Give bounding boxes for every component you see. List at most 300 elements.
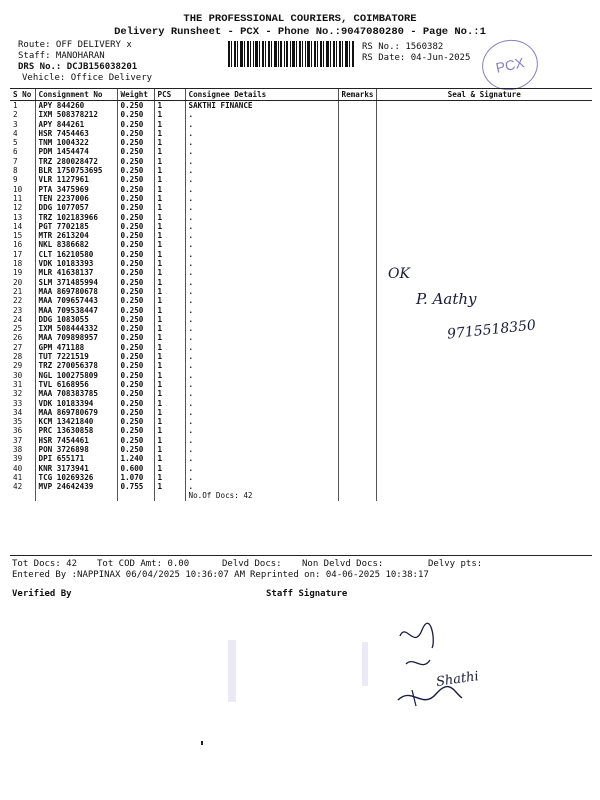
row-pcs: 1 <box>154 306 185 315</box>
row-weight: 0.250 <box>117 315 154 324</box>
table-row <box>10 101 592 111</box>
row-pcs: 1 <box>154 426 185 435</box>
row-seal <box>376 120 592 129</box>
row-consignee: . <box>185 129 338 138</box>
row-consignment: KCM 13421840 <box>35 417 117 426</box>
verified-by: Verified By <box>12 589 72 599</box>
row-sno: 11 <box>13 193 23 203</box>
row-consignment: SLM 371485994 <box>35 278 117 287</box>
row-consignment: DDG 1077057 <box>35 203 117 212</box>
row-weight: 0.250 <box>117 399 154 408</box>
row-consignment: MAA 709898957 <box>35 333 117 342</box>
row-consignee: . <box>185 175 338 184</box>
row-consignment: TRZ 270056378 <box>35 361 117 370</box>
row-pcs: 1 <box>154 343 185 352</box>
bottom-signature-scribble <box>392 620 492 710</box>
row-sno: 20 <box>13 277 23 287</box>
summary-cell <box>10 491 35 500</box>
staff-signature-label: Staff Signature <box>266 589 348 599</box>
row-pcs: 1 <box>154 352 185 361</box>
row-consignee: . <box>185 240 338 249</box>
table-row <box>10 222 592 231</box>
row-consignment: PTA 3475969 <box>35 185 117 194</box>
row-sno: 10 <box>13 184 23 194</box>
non-delvd-docs: Non Delvd Docs: <box>302 559 384 569</box>
row-remarks <box>338 194 376 203</box>
table-row <box>10 110 592 119</box>
row-consignment: MAA 709657443 <box>35 296 117 305</box>
row-pcs: 1 <box>154 445 185 454</box>
row-pcs: 1 <box>154 333 185 342</box>
row-remarks <box>338 306 376 315</box>
row-sno: 8 <box>13 166 18 176</box>
row-weight: 0.250 <box>117 408 154 417</box>
summary-cell <box>338 491 376 500</box>
row-consignee: . <box>185 231 338 240</box>
row-weight: 0.250 <box>117 185 154 194</box>
row-sno: 36 <box>13 426 23 436</box>
row-remarks <box>338 157 376 166</box>
tot-cod: Tot COD Amt: 0.00 <box>97 559 190 569</box>
row-sno: 29 <box>13 361 23 371</box>
row-weight: 1.240 <box>117 454 154 463</box>
row-seal <box>376 101 592 111</box>
row-remarks <box>338 147 376 156</box>
row-seal <box>376 240 592 249</box>
row-pcs: 1 <box>154 436 185 445</box>
row-remarks <box>338 287 376 296</box>
vehicle-label: Vehicle: Office Delivery <box>22 73 153 83</box>
row-sno: 1 <box>13 101 18 110</box>
row-consignment: IXM 508444332 <box>35 324 117 333</box>
row-weight: 0.250 <box>117 138 154 147</box>
row-seal <box>376 473 592 482</box>
row-remarks <box>338 473 376 482</box>
row-sno: 42 <box>13 482 23 492</box>
row-weight: 0.250 <box>117 287 154 296</box>
stamp-text: PCX <box>494 54 526 76</box>
row-remarks <box>338 175 376 184</box>
table-row <box>10 175 592 184</box>
row-consignee: . <box>185 473 338 482</box>
row-remarks <box>338 129 376 138</box>
row-weight: 0.250 <box>117 306 154 315</box>
row-remarks <box>338 343 376 352</box>
row-consignment: MAA 708383785 <box>35 389 117 398</box>
row-sno: 27 <box>13 342 23 352</box>
row-remarks <box>338 454 376 463</box>
row-sno: 33 <box>13 398 23 408</box>
row-seal <box>376 166 592 175</box>
row-pcs: 1 <box>154 315 185 324</box>
row-remarks <box>338 268 376 277</box>
row-consignee: . <box>185 166 338 175</box>
row-remarks <box>338 482 376 491</box>
row-weight: 0.250 <box>117 352 154 361</box>
row-weight: 0.250 <box>117 129 154 138</box>
row-seal <box>376 454 592 463</box>
row-seal <box>376 185 592 194</box>
row-seal <box>376 352 592 361</box>
row-consignment: HSR 7454463 <box>35 129 117 138</box>
table-row <box>10 306 592 315</box>
row-consignee: . <box>185 445 338 454</box>
row-seal <box>376 417 592 426</box>
summary-cell <box>117 491 154 500</box>
row-consignment: DDG 1083055 <box>35 315 117 324</box>
row-seal <box>376 426 592 435</box>
row-pcs: 1 <box>154 473 185 482</box>
row-remarks <box>338 250 376 259</box>
table-row <box>10 194 592 203</box>
col-sno: S No <box>10 89 35 101</box>
row-weight: 0.250 <box>117 324 154 333</box>
row-consignee: . <box>185 417 338 426</box>
row-sno: 18 <box>13 259 23 269</box>
no-of-docs: No.Of Docs: 42 <box>185 491 338 500</box>
row-pcs: 1 <box>154 147 185 156</box>
rs-number: RS No.: 1560382 <box>362 42 444 52</box>
table-summary-row <box>10 491 592 500</box>
row-pcs: 1 <box>154 324 185 333</box>
row-remarks <box>338 240 376 249</box>
col-pcs: PCS <box>154 89 185 101</box>
row-weight: 0.250 <box>117 436 154 445</box>
table-row <box>10 436 592 445</box>
row-seal <box>376 361 592 370</box>
row-pcs: 1 <box>154 203 185 212</box>
row-remarks <box>338 371 376 380</box>
delvy-pts: Delvy pts: <box>428 559 483 569</box>
row-sno: 37 <box>13 435 23 445</box>
row-consignment: MVP 24642439 <box>35 482 117 491</box>
row-sno: 21 <box>13 286 23 296</box>
table-row <box>10 287 592 296</box>
row-consignment: MAA 709538447 <box>35 306 117 315</box>
row-consignment: BLR 1750753695 <box>35 166 117 175</box>
row-remarks <box>338 352 376 361</box>
row-sno: 40 <box>13 463 23 473</box>
row-sno: 16 <box>13 240 23 250</box>
row-seal <box>376 296 592 305</box>
row-remarks <box>338 203 376 212</box>
row-remarks <box>338 213 376 222</box>
row-sno: 22 <box>13 296 23 306</box>
row-consignee: . <box>185 120 338 129</box>
row-pcs: 1 <box>154 157 185 166</box>
table-row <box>10 231 592 240</box>
row-consignment: MAA 869780678 <box>35 287 117 296</box>
row-remarks <box>338 101 376 111</box>
row-sno: 24 <box>13 314 23 324</box>
row-consignment: TVL 6168956 <box>35 380 117 389</box>
col-weight: Weight <box>117 89 154 101</box>
row-weight: 0.250 <box>117 259 154 268</box>
row-sno: 41 <box>13 472 23 482</box>
table-row <box>10 408 592 417</box>
table-row <box>10 129 592 138</box>
row-seal <box>376 371 592 380</box>
row-seal <box>376 110 592 119</box>
row-pcs: 1 <box>154 240 185 249</box>
row-weight: 0.250 <box>117 268 154 277</box>
row-consignee: . <box>185 287 338 296</box>
row-seal <box>376 157 592 166</box>
row-pcs: 1 <box>154 361 185 370</box>
faint-stamp-mark <box>228 640 296 702</box>
row-seal <box>376 343 592 352</box>
row-consignee: . <box>185 464 338 473</box>
table-row <box>10 473 592 482</box>
row-weight: 0.250 <box>117 213 154 222</box>
row-remarks <box>338 278 376 287</box>
row-consignee: . <box>185 315 338 324</box>
row-sno: 15 <box>13 231 23 241</box>
table-row <box>10 120 592 129</box>
tot-docs: Tot Docs: 42 <box>12 559 78 569</box>
row-seal <box>376 408 592 417</box>
row-weight: 0.250 <box>117 361 154 370</box>
row-pcs: 1 <box>154 222 185 231</box>
row-pcs: 1 <box>154 287 185 296</box>
row-seal <box>376 147 592 156</box>
row-consignment: TUT 7221519 <box>35 352 117 361</box>
row-remarks <box>338 315 376 324</box>
table-row <box>10 203 592 212</box>
row-consignment: MTR 2613204 <box>35 231 117 240</box>
table-row <box>10 454 592 463</box>
row-weight: 0.250 <box>117 250 154 259</box>
row-pcs: 1 <box>154 417 185 426</box>
row-consignee: . <box>185 380 338 389</box>
row-consignment: APY 844260 <box>35 101 117 111</box>
row-consignee: . <box>185 296 338 305</box>
row-sno: 32 <box>13 389 23 399</box>
row-consignee: . <box>185 426 338 435</box>
row-weight: 0.250 <box>117 389 154 398</box>
row-remarks <box>338 222 376 231</box>
row-remarks <box>338 389 376 398</box>
row-remarks <box>338 138 376 147</box>
summary-cell <box>154 491 185 500</box>
row-seal <box>376 445 592 454</box>
row-seal <box>376 380 592 389</box>
row-weight: 0.250 <box>117 147 154 156</box>
row-weight: 0.250 <box>117 278 154 287</box>
row-weight: 0.250 <box>117 157 154 166</box>
row-consignee: . <box>185 306 338 315</box>
row-consignee: . <box>185 408 338 417</box>
table-row <box>10 399 592 408</box>
delvd-docs: Delvd Docs: <box>222 559 282 569</box>
row-consignee: . <box>185 482 338 491</box>
row-pcs: 1 <box>154 278 185 287</box>
row-weight: 0.250 <box>117 380 154 389</box>
row-consignment: APY 844261 <box>35 120 117 129</box>
row-sno: 3 <box>13 119 18 129</box>
table-header-row <box>10 89 592 101</box>
row-weight: 0.250 <box>117 110 154 119</box>
drs-number: DRS No.: DCJB156038201 <box>18 62 138 72</box>
col-consignment: Consignment No <box>35 89 117 101</box>
row-pcs: 1 <box>154 371 185 380</box>
table-row <box>10 482 592 491</box>
row-remarks <box>338 110 376 119</box>
row-sno: 9 <box>13 175 18 185</box>
table-row <box>10 445 592 454</box>
row-weight: 0.250 <box>117 296 154 305</box>
row-sno: 4 <box>13 128 18 138</box>
row-consignee: . <box>185 454 338 463</box>
row-consignment: NGL 100275809 <box>35 371 117 380</box>
entered-by: Entered By :NAPPINAX 06/04/2025 10:36:07 AM <box>12 570 245 580</box>
col-consignee: Consignee Details <box>185 89 338 101</box>
row-consignment: PON 3726898 <box>35 445 117 454</box>
row-remarks <box>338 361 376 370</box>
row-sno: 5 <box>13 138 18 148</box>
row-weight: 0.250 <box>117 333 154 342</box>
pen-mark <box>200 740 206 746</box>
row-seal <box>376 399 592 408</box>
row-remarks <box>338 259 376 268</box>
row-pcs: 1 <box>154 268 185 277</box>
row-pcs: 1 <box>154 213 185 222</box>
row-sno: 39 <box>13 454 23 464</box>
row-sno: 26 <box>13 333 23 343</box>
row-seal <box>376 287 592 296</box>
row-consignee: . <box>185 222 338 231</box>
row-sno: 14 <box>13 221 23 231</box>
row-pcs: 1 <box>154 185 185 194</box>
table-row <box>10 213 592 222</box>
footer-divider <box>10 555 592 556</box>
row-sno: 13 <box>13 212 23 222</box>
row-consignee: . <box>185 436 338 445</box>
row-consignment: VDK 10183393 <box>35 259 117 268</box>
row-consignment: VDK 10183394 <box>35 399 117 408</box>
row-remarks <box>338 464 376 473</box>
row-consignee: . <box>185 343 338 352</box>
document-subtitle: Delivery Runsheet - PCX - Phone No.:9047080280 - Page No.:1 <box>114 26 486 38</box>
row-weight: 0.250 <box>117 120 154 129</box>
row-pcs: 1 <box>154 129 185 138</box>
row-consignee: . <box>185 250 338 259</box>
row-consignment: VLR 1127961 <box>35 175 117 184</box>
row-seal <box>376 250 592 259</box>
row-seal <box>376 222 592 231</box>
row-seal <box>376 231 592 240</box>
row-weight: 0.250 <box>117 194 154 203</box>
row-seal <box>376 306 592 315</box>
table-row <box>10 157 592 166</box>
row-remarks <box>338 166 376 175</box>
row-consignment: TEN 2237006 <box>35 194 117 203</box>
row-consignment: TNM 1004322 <box>35 138 117 147</box>
row-pcs: 1 <box>154 175 185 184</box>
row-sno: 6 <box>13 147 18 157</box>
row-weight: 0.250 <box>117 445 154 454</box>
row-weight: 0.250 <box>117 343 154 352</box>
row-pcs: 1 <box>154 194 185 203</box>
table-row <box>10 361 592 370</box>
row-remarks <box>338 426 376 435</box>
row-pcs: 1 <box>154 408 185 417</box>
row-seal <box>376 389 592 398</box>
row-sno: 31 <box>13 379 23 389</box>
row-weight: 0.250 <box>117 240 154 249</box>
row-consignment: TRZ 280028472 <box>35 157 117 166</box>
row-consignee: . <box>185 259 338 268</box>
table-row <box>10 147 592 156</box>
row-seal <box>376 464 592 473</box>
row-pcs: 1 <box>154 250 185 259</box>
reprinted-on: Reprinted on: 04-06-2025 10:38:17 <box>250 570 429 580</box>
row-sno: 17 <box>13 249 23 259</box>
row-pcs: 1 <box>154 138 185 147</box>
table-row <box>10 352 592 361</box>
row-consignment: NKL 8386682 <box>35 240 117 249</box>
table-row <box>10 240 592 249</box>
row-sno: 2 <box>13 110 18 120</box>
handwritten-phone: 9715518350 <box>446 317 537 343</box>
row-consignee: . <box>185 333 338 342</box>
row-consignee: . <box>185 278 338 287</box>
row-pcs: 1 <box>154 110 185 119</box>
row-consignment: DPI 655171 <box>35 454 117 463</box>
row-pcs: 1 <box>154 120 185 129</box>
row-weight: 1.070 <box>117 473 154 482</box>
barcode <box>228 41 354 67</box>
table-row <box>10 389 592 398</box>
row-sno: 19 <box>13 268 23 278</box>
row-consignment: IXM 508378212 <box>35 110 117 119</box>
handwritten-sig-name: Shathi <box>435 669 480 690</box>
table-row <box>10 185 592 194</box>
row-consignee: . <box>185 110 338 119</box>
row-consignee: . <box>185 268 338 277</box>
row-consignment: PDM 1454474 <box>35 147 117 156</box>
row-consignment: MLR 41638137 <box>35 268 117 277</box>
row-remarks <box>338 380 376 389</box>
row-consignee: . <box>185 324 338 333</box>
rs-date: RS Date: 04-Jun-2025 <box>362 53 471 63</box>
row-weight: 0.250 <box>117 231 154 240</box>
row-consignment: TRZ 102183966 <box>35 213 117 222</box>
row-sno: 34 <box>13 407 23 417</box>
col-seal: Seal & Signature <box>376 89 592 101</box>
row-weight: 0.250 <box>117 175 154 184</box>
row-sno: 28 <box>13 352 23 362</box>
row-seal <box>376 129 592 138</box>
row-remarks <box>338 408 376 417</box>
row-consignment: PRC 13630858 <box>35 426 117 435</box>
row-weight: 0.250 <box>117 426 154 435</box>
row-sno: 35 <box>13 417 23 427</box>
row-sno: 25 <box>13 324 23 334</box>
row-weight: 0.250 <box>117 417 154 426</box>
table-row <box>10 380 592 389</box>
row-weight: 0.250 <box>117 166 154 175</box>
row-remarks <box>338 399 376 408</box>
row-consignee: . <box>185 399 338 408</box>
row-consignee: . <box>185 213 338 222</box>
row-seal <box>376 203 592 212</box>
runsheet-table <box>10 88 592 501</box>
table-row <box>10 371 592 380</box>
row-consignment: GPM 471188 <box>35 343 117 352</box>
table-row <box>10 278 592 287</box>
row-remarks <box>338 120 376 129</box>
